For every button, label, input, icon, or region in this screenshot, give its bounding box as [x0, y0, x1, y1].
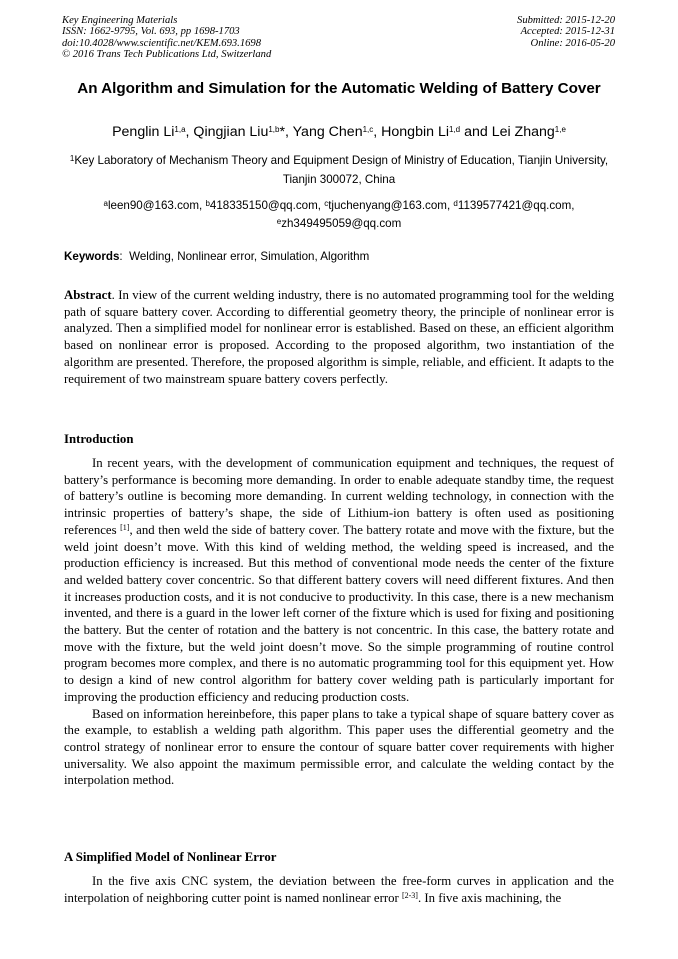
author-list: [40, 123, 638, 141]
affiliation: $^1$Key Laboratory of Mechanism Theory and Equipment Design of Ministry of Education, Tianjin University, Tianjin 300072, China: [69, 154, 609, 186]
issn: ISSN: 1662-9795, Vol. 693, pp 1698-1703: [62, 26, 240, 38]
author: Lei Zhang$^{1,e}$: [491, 124, 566, 140]
email[interactable]: $^a$leen90@163.com: [103, 199, 199, 212]
email[interactable]: $^e$zh349495059@qq.com: [276, 217, 402, 230]
author: Hongbin Li$^{1,d}$ and: [381, 124, 492, 140]
online-date: Online: 2016-05-20: [530, 37, 615, 49]
submitted-date: Submitted: 2015-12-20: [517, 15, 615, 26]
citation: [1]: [120, 522, 130, 532]
author: Penglin Li$^{1,a}$,: [112, 124, 194, 140]
publication-dates: [517, 15, 615, 49]
paragraph: In recent years, with the development of communication equipment and techniques, the request of battery’s performance is becoming more demanding. In order to enable adequate standby time, the request of battery’s outline is becoming more demanding. In current welding technology, in connection with the intrinsic properties of battery’s shape, the side of Lithium-ion battery is often used as positioning references [1], and then weld the side of battery cover. The battery rotate and move with the fixture, but the weld joint doesn’t move. With this kind of welding method, the welding speed is increased, and the production efficiency is increased. But this method of conventional mode needs the center of the fixture and welded battery cover concentric. So that different battery covers will need different fixtures. And then it increases production costs, and it is not conducive to productivity. In this case, there is a new mechanism invented, and there is a guard in the lower left corner of the fixture which is used for fixing and positioning the battery. But the center of rotation and the battery is not concentric. In this case, the battery rotate and move with the fixture, but the weld joint doesn’t move. So the simple programming of routine control program becomes more complex, and there is no automatic programming tool for this equipment yet. How to design a kind of new control algorithm for battery cover welding path is particularly important for improving the production efficiency and reducing production costs.: [64, 456, 614, 704]
email[interactable]: $^d$1139577421@qq.com: [453, 199, 572, 212]
copyright: © 2016 Trans Tech Publications Ltd, Switzerland: [62, 49, 272, 61]
email[interactable]: $^c$tjuchenyang@163.com: [324, 199, 447, 212]
section-heading-introduction: Introduction: [64, 432, 134, 446]
introduction-body: [64, 455, 614, 789]
abstract: [64, 287, 614, 387]
email[interactable]: $^b$418335150@qq.com: [205, 199, 318, 212]
simplified-model-body: [64, 873, 614, 906]
abstract-text: . In view of the current welding industry, there is no automated programming tool for the welding path of square battery cover. According to differential geometry theory, the principle of nonlinear error is analyzed. Then a simplified model for nonlinear error is established. Based on these, an efficient algorithm based on nonlinear error is proposed. According to the proposed algorithm, two instantiation of the algorithm are presented. Therefore, the proposed algorithm is simple, reliable, and efficient. It adapts to the requirement of two mainstream spuare battery covers perfectly.: [64, 288, 614, 386]
section-heading-simplified-model: A Simplified Model of Nonlinear Error: [64, 850, 277, 864]
paper-title: An Algorithm and Simulation for the Automatic Welding of Battery Cover: [77, 80, 601, 97]
journal-name: Key Engineering Materials: [62, 15, 178, 26]
accepted-date: Accepted: 2015-12-31: [520, 26, 615, 38]
abstract-label: Abstract: [64, 288, 112, 302]
paragraph: Based on information hereinbefore, this paper plans to take a typical shape of square battery cover as the example, to establish a welding path algorithm. This paper uses the differential geometry and the control strategy of nonlinear error to ensure the contour of square batter cover requirements with higher universality. We also appoint the maximum permissible error, and calculate the welding contact by the interpolation method.: [64, 706, 614, 788]
author: Qingjian Liu$^{1,b}$*,: [193, 124, 293, 140]
keywords: Keywords: Welding, Nonlinear error, Simulation, Algorithm: [64, 250, 370, 263]
citation: [2-3]: [401, 890, 418, 900]
keywords-text: Welding, Nonlinear error, Simulation, Algorithm: [129, 250, 370, 263]
journal-info: [62, 15, 271, 61]
keywords-label: Keywords: [64, 250, 120, 263]
paragraph: In the five axis CNC system, the deviation between the free-form curves in application and the interpolation of neighboring cutter point is named nonlinear error [2-3]. In five axis machining, the: [64, 874, 614, 905]
author: Yang Chen$^{1,c}$,: [292, 124, 382, 140]
doi: doi:10.4028/www.scientific.net/KEM.693.1698: [62, 37, 262, 49]
email-list: $^a$leen90@163.com, $^b$418335150@qq.com, $^c$tjuchenyang@163.com, $^d$1139577421@qq.com, $^e$zh349495059@qq.com: [103, 199, 575, 230]
